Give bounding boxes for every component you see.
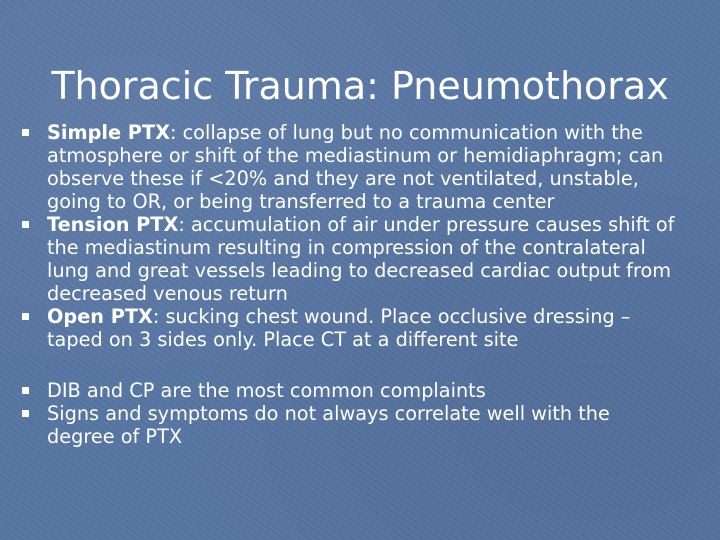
bullet-text: Signs and symptoms do not always correlate well with the degree of PTX [47, 402, 610, 448]
bullet-text: : accumulation of air under pressure causes shift of the mediastinum resulting in compression of the contralateral lung and great vessels leading to decreased cardiac output from decreased venous return [47, 213, 675, 305]
square-bullet-icon [22, 129, 29, 136]
slide-title: Thoracic Trauma: Pneumothorax [51, 64, 669, 108]
bullet-simple-ptx [20, 121, 676, 213]
bullet-open-ptx [20, 305, 676, 351]
bullet-list [20, 121, 676, 448]
bullet-text: : collapse of lung but no communication with the atmosphere or shift of the mediastinum or hemidiaphragm; can observe these if <20% and they are not ventilated, unstable, going to OR, or being transferred to a trauma center [47, 121, 664, 213]
square-bullet-icon [22, 410, 29, 417]
square-bullet-icon [22, 221, 29, 228]
bullet-common-complaints [20, 379, 676, 402]
bullet-signs-symptoms [20, 402, 676, 448]
bullet-text: DIB and CP are the most common complaints [47, 379, 486, 402]
square-bullet-icon [22, 313, 29, 320]
bullet-tension-ptx [20, 213, 676, 305]
bullet-term: Open PTX [47, 305, 153, 328]
bullet-term: Tension PTX [47, 213, 179, 236]
bullet-term: Simple PTX [47, 121, 170, 144]
square-bullet-icon [22, 387, 29, 394]
bullet-text: : sucking chest wound. Place occlusive dressing – taped on 3 sides only. Place CT at a different site [47, 305, 631, 351]
